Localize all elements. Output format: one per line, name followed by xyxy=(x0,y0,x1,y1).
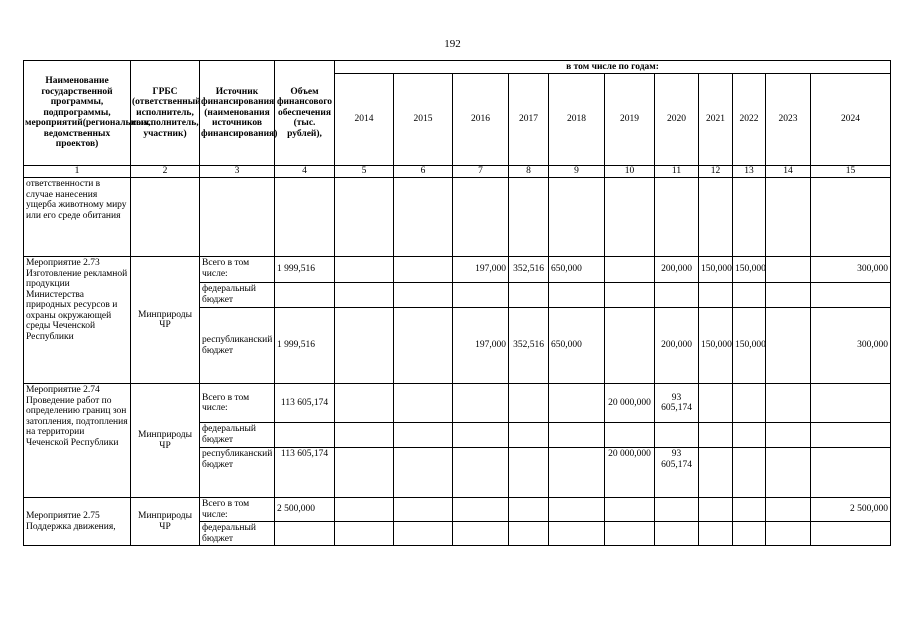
grbs-2-73: Минприроды ЧР xyxy=(131,257,200,384)
year-value: 300,000 xyxy=(811,308,891,384)
column-number: 11 xyxy=(655,166,699,178)
year-value: 150,000 xyxy=(699,257,733,283)
source-total: Всего в том числе: xyxy=(200,498,275,522)
page-number: 192 xyxy=(444,38,461,50)
year-value: 20 000,000 xyxy=(605,448,655,498)
year-2019: 2019 xyxy=(605,74,655,166)
table-row xyxy=(24,178,891,257)
column-number: 12 xyxy=(699,166,733,178)
year-value: 352,516 xyxy=(509,257,549,283)
volume-value: 1 999,516 xyxy=(275,308,335,384)
year-value: 20 000,000 xyxy=(605,384,655,423)
grbs-2-74: Минприроды ЧР xyxy=(131,384,200,498)
measure-name-2-75: Мероприятие 2.75 Поддержка движения, xyxy=(24,498,131,546)
year-value: 200,000 xyxy=(655,257,699,283)
volume-value: 113 605,174 xyxy=(275,448,335,498)
year-value: 300,000 xyxy=(811,257,891,283)
source-federal: федеральный бюджет xyxy=(200,423,275,448)
year-2017: 2017 xyxy=(509,74,549,166)
column-number: 1 xyxy=(24,166,131,178)
year-value: 197,000 xyxy=(453,257,509,283)
column-number: 15 xyxy=(811,166,891,178)
column-number: 10 xyxy=(605,166,655,178)
year-value: 352,516 xyxy=(509,308,549,384)
year-2018: 2018 xyxy=(549,74,605,166)
column-number: 9 xyxy=(549,166,605,178)
year-2015: 2015 xyxy=(394,74,453,166)
source-total: Всего в том числе: xyxy=(200,384,275,423)
column-number: 8 xyxy=(509,166,549,178)
header-volume: Объем финансового обеспечения (тыс. рублей), xyxy=(275,61,335,166)
column-number: 3 xyxy=(200,166,275,178)
column-number: 5 xyxy=(335,166,394,178)
column-number: 2 xyxy=(131,166,200,178)
header-years-group: в том числе по годам: xyxy=(335,61,891,74)
year-2020: 2020 xyxy=(655,74,699,166)
year-value: 650,000 xyxy=(549,257,605,283)
year-2014: 2014 xyxy=(335,74,394,166)
year-value: 93 605,174 xyxy=(655,448,699,498)
year-2023: 2023 xyxy=(766,74,811,166)
year-value: 93 605,174 xyxy=(655,384,699,423)
measure-name-continuation: ответственности в случае нанесения ущерба животному миру или его среде обитания xyxy=(24,178,131,257)
table-row xyxy=(24,384,891,423)
year-2016: 2016 xyxy=(453,74,509,166)
header-source: Источник финансирования (наименования источников финансирования) xyxy=(200,61,275,166)
source-federal: федеральный бюджет xyxy=(200,522,275,546)
column-number-row xyxy=(24,166,891,178)
column-number: 6 xyxy=(394,166,453,178)
header-name: Наименование государственной программы, подпрограммы, мероприятий(региональных, ведомственных проектов) xyxy=(24,61,131,166)
source-republic: республиканский бюджет xyxy=(200,308,275,384)
source-total: Всего в том числе: xyxy=(200,257,275,283)
volume-value: 113 605,174 xyxy=(275,384,335,423)
column-number: 14 xyxy=(766,166,811,178)
column-number: 7 xyxy=(453,166,509,178)
year-value: 150,000 xyxy=(733,257,766,283)
year-value: 200,000 xyxy=(655,308,699,384)
source-federal: федеральный бюджет xyxy=(200,283,275,308)
year-value: 150,000 xyxy=(733,308,766,384)
year-value: 650,000 xyxy=(549,308,605,384)
table-row xyxy=(24,257,891,283)
year-value: 197,000 xyxy=(453,308,509,384)
measure-name-2-74: Мероприятие 2.74 Проведение работ по определению границ зон затопления, подтопления на территории Чеченской Республики xyxy=(24,384,131,498)
column-number: 4 xyxy=(275,166,335,178)
column-number: 13 xyxy=(733,166,766,178)
grbs-2-75: Минприроды ЧР xyxy=(131,498,200,546)
year-value: 150,000 xyxy=(699,308,733,384)
header-row xyxy=(24,61,891,74)
header-grbs: ГРБС (ответственный исполнитель, соисполнитель, участник) xyxy=(131,61,200,166)
financing-table xyxy=(23,60,891,546)
year-2022: 2022 xyxy=(733,74,766,166)
year-value: 2 500,000 xyxy=(811,498,891,522)
volume-value: 2 500,000 xyxy=(275,498,335,522)
year-2024: 2024 xyxy=(811,74,891,166)
measure-name-2-73: Мероприятие 2.73 Изготовление рекламной продукции Министерства природных ресурсов и охраны окружающей среды Чеченской Республики xyxy=(24,257,131,384)
volume-value: 1 999,516 xyxy=(275,257,335,283)
table-row xyxy=(24,498,891,522)
source-republic: республиканский бюджет xyxy=(200,448,275,498)
year-2021: 2021 xyxy=(699,74,733,166)
